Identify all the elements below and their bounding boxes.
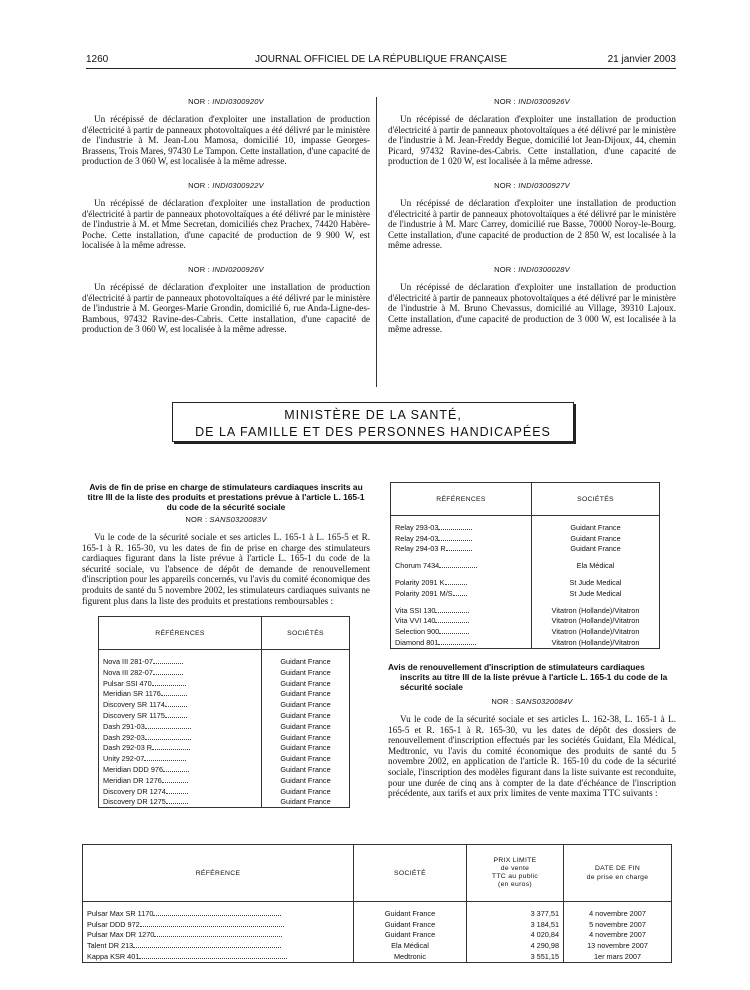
reference-cell: Discovery SR 1174 [99,699,262,710]
company-cell: Guidant France [532,533,660,544]
stimulators-table-ended-2 [390,482,660,649]
page-header [86,52,676,69]
notice: NOR : INDI0300922V Un récépissé de déclaration d'exploiter une installation de production d'électricité à partir de panneaux photovoltaïques a été délivré par le ministère de l'industrie à M. et Mme Secretan, domiciliés chez Prachex, 74420 Habère-Poche. Cette installation, d'une capacité de production de 9 900 W, est localisée à la même adresse. [82,180,370,251]
column-header: RÉFÉRENCE [83,845,354,902]
reference-cell: Vita SSI 130 [391,605,532,616]
reference-cell: Unity 292-07 [99,753,262,764]
price-cell: 3 377,51 [467,908,564,919]
column-header: RÉFÉRENCES [391,483,532,516]
company-cell: Guidant France [262,786,350,797]
company-cell: Guidant France [262,710,350,721]
avis-renewal: Avis de renouvellement d'inscription de stimulateurs cardiaques inscrits au titre III de la liste prévue à l'article L. 165-1 du code de la sécurité sociale NOR : SANS0320084V Vu le code de la sécurité sociale et ses articles L. 162-38, L. 165-1 à L. 165-5 et R. 165-1 à R. 165-30, vu les dates de dépôt des dossiers de renouvellement d'inscription effectués par les sociétés Guidant, Ela Médical, Medtronic, vu l'avis du comité économique des produits de santé du 5 novembre 2002, en application de l'article R. 165-10 du code de la sécurité sociale, l'inscription des modèles figurant dans la liste suivante est reconduite, pour une durée de cinq ans à compter de la date d'échéance de l'inscription précédente, aux tarifs et aux prix limites de vente maxima TTC suivants : [388,662,676,799]
table-row [391,588,660,599]
table-row [99,732,350,743]
notice-text: Un récépissé de déclaration d'exploiter une installation de production d'électricité à partir de panneaux photovoltaïques a été délivré par le ministère de l'industrie à M. Jean-Freddy Begue, domicilié lot Jean-Dijoux, 44, chemin Picard, 97432 Ravine-des-Cabris. Cette installation, d'une capacité de production de 1 020 W, est localisée à la même adresse. [388,114,676,167]
company-cell: Guidant France [262,656,350,667]
company-cell: Guidant France [532,522,660,533]
reference-cell: Dash 292-03 [99,732,262,743]
table-row [391,544,660,555]
company-cell: Guidant France [262,699,350,710]
nor-number: INDI0300920V [212,97,264,106]
notice: NOR : INDI0300927V Un récépissé de déclaration d'exploiter une installation de production d'électricité à partir de panneaux photovoltaïques a été délivré par le ministère de l'industrie à M. Marc Carrey, domicilié rue Basse, 70000 Noroy-le-Bourg. Cette installation, d'une capacité de production de 2 850 W, est localisée à la même adresse. [388,180,676,251]
table-row [99,678,350,689]
notice-text: Un récépissé de déclaration d'exploiter une installation de production d'électricité à partir de panneaux photovoltaïques a été délivré par le ministère de l'industrie à M. Jean-Lou Mamosa, domicilié 10, impasse Georges-Brassens, Trois Mares, 97430 Le Tampon. Cette installation, d'une capacité de production de 3 060 W, est localisée à la même adresse. [82,114,370,167]
table-row [83,951,672,962]
nor-number: SANS0320083V [209,515,267,524]
table-row [391,616,660,627]
nor-number: INDI0300028V [518,264,570,274]
table-row [83,908,672,919]
issue-date: 21 janvier 2003 [607,54,676,65]
company-cell: Guidant France [262,775,350,786]
company-cell: Guidant France [262,732,350,743]
right-notices [388,97,676,347]
nor-number: INDI0300926V [518,97,570,106]
reference-cell: Talent DR 213 [83,940,354,951]
avis-text: Vu le code de la sécurité sociale et ses articles L. 162-38, L. 165-1 à L. 165-5 et R. 165-1 à R. 165-30, vu les dates de dépôt des dossiers de renouvellement d'inscription effectués par les sociétés Guidant, Ela Médical, Medtronic, vu l'avis du comité économique des produits de santé du 5 novembre 2002, en application de l'article R. 165-10 du code de la sécurité sociale, l'inscription des modèles figurant dans la liste suivante est reconduite, pour une durée de cinq ans à compter de la date d'échéance de l'inscription précédente, aux tarifs et aux prix limites de vente maxima TTC suivants : [388,714,676,799]
notice: NOR : INDI0300028V Un récépissé de déclaration d'exploiter une installation de production d'électricité à partir de panneaux photovoltaïques a été délivré par le ministère de l'industrie à M. Bruno Chevassus, domicilié au Village, 39310 Lajoux. Cette installation, d'une capacité de production de 3 000 W, est localisée à la même adresse. [388,264,676,335]
end-date-cell: 13 novembre 2007 [564,940,672,951]
avis-text: Vu le code de la sécurité sociale et ses articles L. 165-1 à L. 165-5 et R. 165-1 à R. 165-30, vu les dates de fin de prise en charge des stimulateurs cardiaques figurant dans la liste prévue à l'article L. 165-1 du code de la sécurité sociale, vu l'absence de dépôt de demande de renouvellement d'inscription pour les appareils concernés, vu l'avis du comité économique des produits de santé du 5 novembre 2002, les stimulateurs cardiaques suivants ne figurent plus dans la liste des produits et prestations remboursables : [82,532,370,606]
column-header: DATE DE FIN de prise en charge [564,845,672,902]
column-header: PRIX LIMITE de vente TTC au public (en euros) [467,845,564,902]
table-row [391,560,660,571]
company-cell: Vitatron (Hollande)/Vitatron [532,626,660,637]
nor-number: INDI0200926V [212,264,264,274]
reference-cell: Polarity 2091 M/S [391,588,532,599]
reference-cell: Polarity 2091 K [391,577,532,588]
reference-cell: Relay 293-03 [391,522,532,533]
stimulators-table-ended-cont [388,482,676,649]
reference-cell: Chorum 7434 [391,560,532,571]
price-cell: 3 551,15 [467,951,564,962]
table-row [99,743,350,754]
company-cell: Vitatron (Hollande)/Vitatron [532,616,660,627]
page-number: 1260 [86,54,109,65]
reference-cell: Meridian SR 1176 [99,689,262,700]
company-cell: Guidant France [354,908,467,919]
company-cell: St Jude Medical [532,588,660,599]
table-row [391,605,660,616]
end-date-cell: 4 novembre 2007 [564,908,672,919]
table-row [99,656,350,667]
reference-cell: Discovery DR 1275 [99,797,262,808]
company-cell: Guidant France [354,930,467,941]
company-cell: Guidant France [532,544,660,555]
reference-cell: Pulsar Max DR 1270 [83,930,354,941]
stimulators-table-renewed [82,844,672,963]
table-row [391,626,660,637]
table-row [391,522,660,533]
stimulators-table-ended [98,616,350,808]
company-cell: Guidant France [262,743,350,754]
reference-cell: Pulsar DDD 972 [83,919,354,930]
table-row [99,797,350,808]
company-cell: Ela Médical [532,560,660,571]
reference-cell: Meridian DR 1276 [99,775,262,786]
reference-cell: Nova III 281-07 [99,656,262,667]
company-cell: Vitatron (Hollande)/Vitatron [532,637,660,648]
table-row [99,764,350,775]
nor-number: SANS0320084V [515,697,573,706]
company-cell: Medtronic [354,951,467,962]
notice-text: Un récépissé de déclaration d'exploiter une installation de production d'électricité à partir de panneaux photovoltaïques a été délivré par le ministère de l'industrie à M. Georges-Marie Grondin, domicilié 6, rue Anda-Ligne-des-Bambous, 97432 Ravine-des-Cabris. Cette installation, d'une capacité de production de 3 060 W, est localisée à la même adresse. [82,281,370,335]
table-row [99,753,350,764]
notice: NOR : INDI0300920V Un récépissé de déclaration d'exploiter une installation de production d'électricité à partir de panneaux photovoltaïques a été délivré par le ministère de l'industrie à M. Jean-Lou Mamosa, domicilié 10, impasse Georges-Brassens, Trois Mares, 97430 Le Tampon. Cette installation, d'une capacité de production de 3 060 W, est localisée à la même adresse. [82,97,370,167]
table-row [99,710,350,721]
nor-number: INDI0300922V [212,180,264,190]
company-cell: Guidant France [262,689,350,700]
reference-cell: Diamond 801 [391,637,532,648]
company-cell: Guidant France [262,721,350,732]
reference-cell: Dash 292-03 R [99,743,262,754]
table-row [99,786,350,797]
table-row [99,775,350,786]
reference-cell: Pulsar SSI 470 [99,678,262,689]
price-cell: 4 290,98 [467,940,564,951]
notice: NOR : INDI0300926V Un récépissé de déclaration d'exploiter une installation de production d'électricité à partir de panneaux photovoltaïques a été délivré par le ministère de l'industrie à M. Jean-Freddy Begue, domicilié lot Jean-Dijoux, 44, chemin Picard, 97432 Ravine-des-Cabris. Cette installation, d'une capacité de production de 1 020 W, est localisée à la même adresse. [388,97,676,167]
avis-title: Avis de renouvellement d'inscription de stimulateurs cardiaques inscrits au titre III de la liste prévue à l'article L. 165-1 du code de la sécurité sociale [388,662,668,692]
table-row [83,919,672,930]
reference-cell: Discovery SR 1175 [99,710,262,721]
company-cell: Guidant France [262,764,350,775]
ministry-heading: MINISTÈRE DE LA SANTÉ, DE LA FAMILLE ET DES PERSONNES HANDICAPÉES [172,402,574,442]
company-cell: Guidant France [354,919,467,930]
column-divider [376,97,377,387]
reference-cell: Relay 294-03 [391,533,532,544]
price-cell: 4 020,84 [467,930,564,941]
column-header: RÉFÉRENCES [99,617,262,650]
table-row [391,637,660,648]
reference-cell: Relay 294-03 R [391,544,532,555]
company-cell: Guidant France [262,753,350,764]
company-cell: Vitatron (Hollande)/Vitatron [532,605,660,616]
notice-text: Un récépissé de déclaration d'exploiter une installation de production d'électricité à partir de panneaux photovoltaïques a été délivré par le ministère de l'industrie à M. et Mme Secretan, domiciliés chez Prachex, 74420 Habère-Poche. Cette installation, d'une capacité de production de 9 900 W, est localisée à la même adresse. [82,197,370,251]
price-cell: 3 184,51 [467,919,564,930]
company-cell: Guidant France [262,678,350,689]
table-row [99,689,350,700]
table-row [391,577,660,588]
table-row [99,721,350,732]
table-row [391,533,660,544]
column-header: SOCIÉTÉS [532,483,660,516]
notice: NOR : INDI0200926V Un récépissé de déclaration d'exploiter une installation de production d'électricité à partir de panneaux photovoltaïques a été délivré par le ministère de l'industrie à M. Georges-Marie Grondin, domicilié 6, rue Anda-Ligne-des-Bambous, 97432 Ravine-des-Cabris. Cette installation, d'une capacité de production de 3 060 W, est localisée à la même adresse. [82,264,370,335]
avis-end-of-coverage: Avis de fin de prise en charge de stimulateurs cardiaques inscrits au titre III de la liste des produits et prestations prévue à l'article L. 165-1 du code de la sécurité sociale NOR : SANS0320083V Vu le code de la sécurité sociale et ses articles L. 165-1 à L. 165-5 et R. 165-1 à R. 165-30, vu les dates de fin de prise en charge des stimulateurs cardiaques figurant dans la liste prévue à l'article L. 165-1 du code de la sécurité sociale, vu l'absence de dépôt de demande de renouvellement d'inscription pour les appareils concernés, vu l'avis du comité économique des produits de santé du 5 novembre 2002, les stimulateurs cardiaques suivants ne figurent plus dans la liste des produits et prestations remboursables : RÉFÉRENCES SOCIÉTÉS Nova III 281-07 Guidant France Nova III 282-07 Guidant France Pulsar SSI 470 Guidant France Meridian SR 1176 Guidant France Discovery SR 1174 Guidant France Discovery SR 1175 Guidant France Dash 291-03 Guidant France Dash 292-03 Guidant France Dash 292-03 R Guidant France Unity 292-07 Guidant France Meridian DDD 976 Guidant France Meridian DR 1276 Guidant France Discovery DR 1274 Guidant France Discovery DR 1275 Guidant France [82,482,370,807]
reference-cell: Pulsar Max SR 1170 [83,908,354,919]
reference-cell: Discovery DR 1274 [99,786,262,797]
reference-cell: Dash 291-03 [99,721,262,732]
column-header: SOCIÉTÉS [262,617,350,650]
end-date-cell: 4 novembre 2007 [564,930,672,941]
journal-title: JOURNAL OFFICIEL DE LA RÉPUBLIQUE FRANÇAISE [254,54,508,65]
reference-cell: Selection 900 [391,626,532,637]
notice-text: Un récépissé de déclaration d'exploiter une installation de production d'électricité à partir de panneaux photovoltaïques a été délivré par le ministère de l'industrie à M. Bruno Chevassus, domicilié au Village, 39310 Lajoux. Cette installation, d'une capacité de production de 3 000 W, est localisée à la même adresse. [388,281,676,335]
company-cell: Guidant France [262,797,350,808]
table-row [99,699,350,710]
reference-cell: Meridian DDD 976 [99,764,262,775]
end-date-cell: 1er mars 2007 [564,951,672,962]
table-row [99,667,350,678]
notice-text: Un récépissé de déclaration d'exploiter une installation de production d'électricité à partir de panneaux photovoltaïques a été délivré par le ministère de l'industrie à M. Marc Carrey, domicilié rue Basse, 70000 Noroy-le-Bourg. Cette installation, d'une capacité de production de 2 850 W, est localisée à la même adresse. [388,197,676,251]
company-cell: Ela Médical [354,940,467,951]
column-header: SOCIÉTÉ [354,845,467,902]
table-row [83,940,672,951]
avis-title: Avis de fin de prise en charge de stimulateurs cardiaques inscrits au titre III de la liste des produits et prestations prévue à l'article L. 165-1 du code de la sécurité sociale [87,482,365,512]
reference-cell: Kappa KSR 401 [83,951,354,962]
company-cell: Guidant France [262,667,350,678]
reference-cell: Nova III 282-07 [99,667,262,678]
end-date-cell: 5 novembre 2007 [564,919,672,930]
company-cell: St Jude Medical [532,577,660,588]
table-row [83,930,672,941]
reference-cell: Vita VVI 140 [391,616,532,627]
nor-number: INDI0300927V [518,180,570,190]
left-notices [82,97,370,347]
